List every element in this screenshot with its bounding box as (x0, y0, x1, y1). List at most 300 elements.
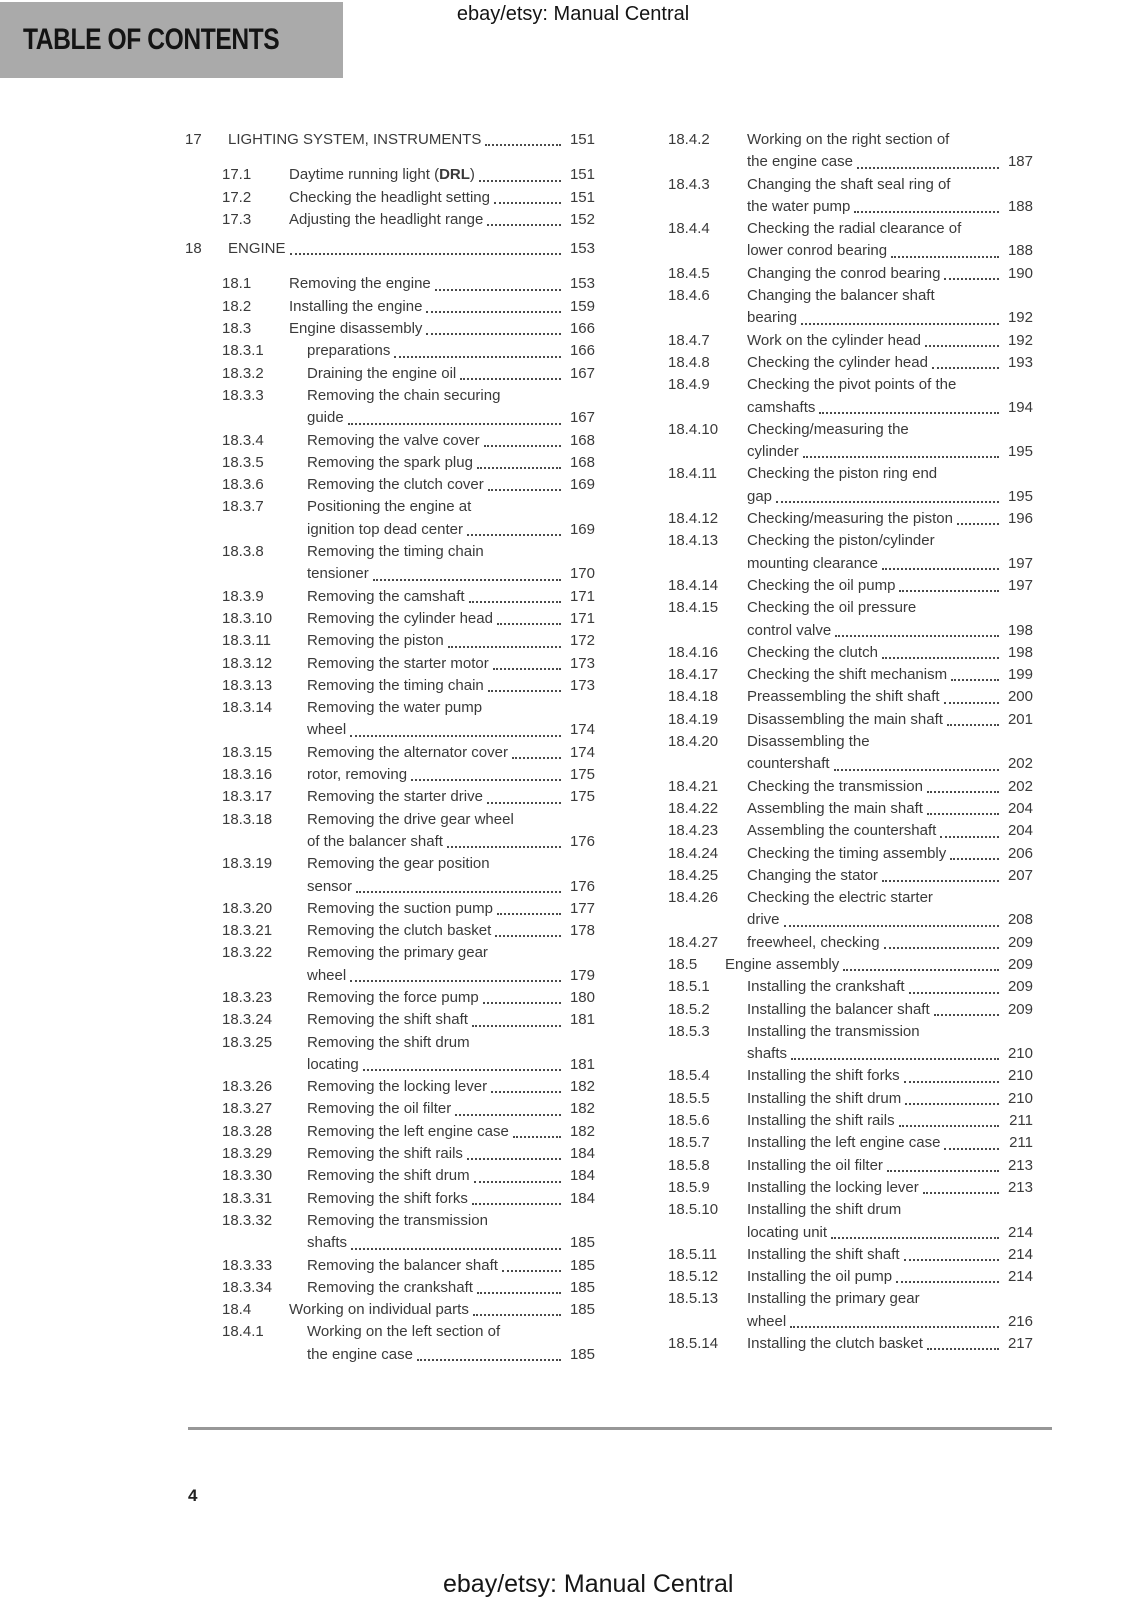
entry-line (747, 240, 1033, 262)
dot-leader (512, 757, 561, 759)
toc-entry (185, 1009, 595, 1031)
entry-line (307, 1188, 595, 1210)
entry-body (747, 999, 1033, 1021)
entry-line (307, 630, 595, 652)
dot-leader (394, 356, 561, 358)
entry-number: 18.4.26 (668, 889, 719, 907)
entry-line (747, 1199, 1033, 1221)
toc-entry (185, 920, 595, 942)
entry-page: 185 (569, 1256, 595, 1274)
entry-number: 18.3.5 (222, 453, 264, 471)
entry-number: 18.5.9 (668, 1178, 710, 1196)
entry-title: preparations (307, 342, 391, 360)
entry-page: 201 (1007, 710, 1033, 728)
toc-entry (653, 129, 1033, 174)
entry-page: 182 (569, 1122, 595, 1140)
dot-leader (356, 891, 561, 893)
entry-body (307, 809, 595, 854)
entry-line (747, 553, 1033, 575)
entry-line (307, 1344, 595, 1366)
dot-leader (927, 1348, 999, 1350)
entry-body (747, 843, 1033, 865)
entry-body (747, 776, 1033, 798)
entry-number: 18.4.21 (668, 777, 719, 795)
entry-line (747, 1110, 1033, 1132)
entry-line (747, 620, 1033, 642)
toc-entry (185, 340, 595, 362)
entry-line (307, 452, 595, 474)
entry-line (289, 209, 595, 231)
entry-body (289, 296, 595, 318)
entry-number: 18.3.4 (222, 431, 264, 449)
dot-leader (487, 224, 561, 226)
entry-body (307, 1321, 595, 1366)
toc-entry (185, 1076, 595, 1098)
dot-leader (448, 646, 561, 648)
entry-page: 200 (1007, 688, 1033, 706)
entry-body (747, 1132, 1033, 1154)
entry-number: 18.4.8 (668, 353, 710, 371)
entry-number: 18.3.32 (222, 1211, 273, 1229)
entry-title: Installing the shift rails (747, 1112, 895, 1130)
toc-entry (185, 630, 595, 652)
entry-page: 211 (1009, 1112, 1033, 1130)
entry-page: 152 (569, 210, 595, 228)
watermark-top: ebay/etsy: Manual Central (456, 3, 690, 25)
entry-page: 197 (1007, 554, 1033, 572)
toc-entry (185, 363, 595, 385)
entry-line (307, 430, 595, 452)
toc-entry (653, 1065, 1033, 1087)
entry-page: 184 (569, 1167, 595, 1185)
entry-line (307, 1232, 595, 1254)
entry-title: the water pump (747, 197, 851, 215)
entry-page: 214 (1007, 1223, 1033, 1241)
entry-line (747, 776, 1033, 798)
toc-entry (653, 330, 1033, 352)
entry-title: shafts (307, 1234, 348, 1252)
toc-entry (185, 742, 595, 764)
entry-page: 193 (1007, 353, 1033, 371)
dot-leader (904, 1081, 999, 1083)
entry-title: mounting clearance (747, 554, 878, 572)
entry-line (747, 575, 1033, 597)
entry-title: countershaft (747, 755, 830, 773)
entry-title: Removing the shift rails (307, 1145, 463, 1163)
entry-line (289, 1299, 595, 1321)
entry-line (747, 352, 1033, 374)
entry-body (747, 419, 1033, 464)
entry-page: 180 (569, 988, 595, 1006)
entry-line (307, 340, 595, 362)
toc-entry (653, 463, 1033, 508)
entry-number: 17.1 (222, 166, 252, 184)
toc-entry (653, 798, 1033, 820)
entry-title: Removing the force pump (307, 988, 479, 1006)
entry-title: Removing the engine (289, 275, 431, 293)
dot-leader (467, 534, 561, 536)
entry-page: 209 (1007, 933, 1033, 951)
toc-entry (653, 776, 1033, 798)
entry-line (747, 1043, 1033, 1065)
entry-body (289, 318, 595, 340)
entry-line (747, 307, 1033, 329)
toc-column-left (185, 129, 595, 1366)
dot-leader (909, 992, 999, 994)
entry-title: Engine assembly (725, 955, 840, 973)
entry-body (747, 597, 1033, 642)
entry-number: 18.4.27 (668, 933, 719, 951)
entry-line (747, 1266, 1033, 1288)
entry-line (307, 519, 595, 541)
dot-leader (854, 211, 999, 213)
entry-line (307, 1321, 595, 1343)
entry-number: 18.4.16 (668, 643, 719, 661)
dot-leader (483, 1002, 561, 1004)
entry-page: 202 (1007, 777, 1033, 795)
watermark-bottom: ebay/etsy: Manual Central (443, 1570, 734, 1598)
entry-page: 182 (569, 1100, 595, 1118)
entry-page: 177 (569, 899, 595, 917)
entry-number: 18.5.2 (668, 1000, 710, 1018)
entry-page: 198 (1007, 621, 1033, 639)
toc-entry (653, 1132, 1033, 1154)
dot-leader (477, 1292, 561, 1294)
entry-title: Removing the shift drum (307, 1033, 470, 1051)
dot-leader (884, 947, 999, 949)
toc-entry (653, 263, 1033, 285)
entry-title: Checking the clutch (747, 643, 878, 661)
entry-page: 196 (1007, 510, 1033, 528)
toc-entry (653, 174, 1033, 219)
toc-entry (185, 586, 595, 608)
dot-leader (882, 880, 999, 882)
entry-title: Removing the cylinder head (307, 609, 493, 627)
toc-entry (185, 496, 595, 541)
dot-leader (373, 579, 561, 581)
entry-page: 176 (569, 832, 595, 850)
entry-line (747, 664, 1033, 686)
entry-body (725, 954, 1033, 976)
toc-entry (653, 820, 1033, 842)
entry-number: 18.3.10 (222, 609, 273, 627)
entry-title: Installing the clutch basket (747, 1335, 923, 1353)
entry-line (307, 407, 595, 429)
toc-column-right (653, 129, 1033, 1355)
entry-title: rotor, removing (307, 766, 408, 784)
entry-page: 171 (569, 609, 595, 627)
entry-body (747, 1244, 1033, 1266)
entry-body (747, 798, 1033, 820)
entry-title: Removing the chain securing (307, 386, 501, 404)
entry-number: 18.4.6 (668, 287, 710, 305)
toc-entry (653, 419, 1033, 464)
entry-title: Checking/measuring the piston (747, 510, 953, 528)
entry-title: gap (747, 487, 773, 505)
entry-number: 18.3.29 (222, 1145, 273, 1163)
entry-body (747, 1065, 1033, 1087)
entry-page: 176 (569, 877, 595, 895)
entry-line (747, 1311, 1033, 1333)
toc-entry (653, 1288, 1033, 1333)
dot-leader (887, 1170, 999, 1172)
dot-leader (950, 858, 999, 860)
dot-leader (819, 412, 999, 414)
entry-title: Engine disassembly (289, 320, 423, 338)
dot-leader (488, 489, 561, 491)
entry-body (747, 976, 1033, 998)
entry-line (725, 954, 1033, 976)
toc-entry (185, 296, 595, 318)
toc-entry (185, 853, 595, 898)
entry-body (307, 853, 595, 898)
entry-page: 185 (569, 1301, 595, 1319)
entry-title: Checking the radial clearance of (747, 220, 962, 238)
entry-line (307, 496, 595, 518)
entry-title: Installing the transmission (747, 1022, 920, 1040)
toc-entry (653, 999, 1033, 1021)
entry-number: 18.3.9 (222, 587, 264, 605)
dot-leader (494, 202, 561, 204)
entry-line (747, 999, 1033, 1021)
dot-leader (488, 690, 561, 692)
entry-title: Working on individual parts (289, 1301, 469, 1319)
entry-line (307, 653, 595, 675)
toc-header-box (0, 2, 343, 78)
entry-title: Removing the water pump (307, 699, 483, 717)
entry-body (307, 1098, 595, 1120)
toc-entry (185, 942, 595, 987)
entry-line (307, 809, 595, 831)
entry-page: 210 (1007, 1067, 1033, 1085)
entry-title: Installing the shift drum (747, 1089, 902, 1107)
entry-page: 151 (569, 131, 595, 148)
dot-leader (882, 657, 999, 659)
entry-body (747, 352, 1033, 374)
entry-body (307, 1143, 595, 1165)
entry-page: 197 (1007, 576, 1033, 594)
entry-page: 166 (569, 320, 595, 338)
entry-page: 195 (1007, 443, 1033, 461)
entry-page: 213 (1007, 1178, 1033, 1196)
entry-line (747, 330, 1033, 352)
entry-page: 167 (569, 364, 595, 382)
entry-number: 18.3.19 (222, 855, 273, 873)
dot-leader (923, 1192, 999, 1194)
entry-title: Removing the shift drum (307, 1167, 470, 1185)
entry-number: 18.5.13 (668, 1290, 719, 1308)
toc-entry (185, 1255, 595, 1277)
entry-title: Assembling the countershaft (747, 822, 937, 840)
toc-entry (185, 430, 595, 452)
dot-leader (455, 1114, 561, 1116)
entry-body (747, 820, 1033, 842)
dot-leader (951, 679, 999, 681)
dot-leader (899, 1125, 999, 1127)
entry-page: 209 (1007, 1000, 1033, 1018)
entry-title: Preassembling the shift shaft (747, 688, 940, 706)
entry-title: Removing the primary gear (307, 944, 488, 962)
toc-entry (185, 987, 595, 1009)
toc-entry (185, 318, 595, 340)
entry-title: Installing the locking lever (747, 1178, 919, 1196)
dot-leader (925, 345, 999, 347)
entry-page: 184 (569, 1145, 595, 1163)
entry-page: 210 (1007, 1089, 1033, 1107)
entry-line (289, 296, 595, 318)
entry-number: 18.5.10 (668, 1201, 719, 1219)
entry-title: locating (307, 1055, 359, 1073)
toc-entry (653, 843, 1033, 865)
entry-title: locating unit (747, 1223, 828, 1241)
dot-leader (472, 1203, 561, 1205)
entry-line (747, 196, 1033, 218)
toc-entry (185, 898, 595, 920)
toc-entry (185, 1299, 595, 1321)
entry-page: 169 (569, 520, 595, 538)
entry-number: 18.3.6 (222, 476, 264, 494)
entry-body (307, 764, 595, 786)
entry-body (747, 686, 1033, 708)
entry-number: 18 (185, 240, 202, 258)
entry-body (747, 463, 1033, 508)
dot-leader (831, 1237, 999, 1239)
entry-body (307, 385, 595, 430)
dot-leader (426, 333, 561, 335)
toc-entry (185, 653, 595, 675)
dot-leader (411, 779, 561, 781)
entry-title: Working on the left section of (307, 1323, 501, 1341)
dot-leader (495, 935, 561, 937)
entry-page: 194 (1007, 398, 1033, 416)
toc-entry (653, 530, 1033, 575)
entry-title: Adjusting the headlight range (289, 210, 484, 228)
entry-page: 153 (569, 275, 595, 293)
entry-number: 18.3.28 (222, 1122, 273, 1140)
toc-entry (653, 1088, 1033, 1110)
toc-entry (653, 1266, 1033, 1288)
entry-title: camshafts (747, 398, 816, 416)
dot-leader (491, 1091, 561, 1093)
entry-line (307, 586, 595, 608)
entry-number: 18.5.4 (668, 1067, 710, 1085)
entry-line (307, 898, 595, 920)
page-number: 4 (188, 1486, 198, 1505)
entry-page: 209 (1007, 955, 1033, 973)
entry-number: 18.3.34 (222, 1278, 273, 1296)
entry-body (747, 642, 1033, 664)
toc-entry (653, 1244, 1033, 1266)
entry-title: bearing (747, 309, 798, 327)
entry-title: Removing the timing chain (307, 543, 484, 561)
dot-leader (927, 813, 999, 815)
entry-number: 18.3.20 (222, 899, 273, 917)
entry-number: 18.4.12 (668, 510, 719, 528)
entry-body (307, 630, 595, 652)
toc-entry (653, 1199, 1033, 1244)
dot-leader (857, 167, 999, 169)
toc-entry (185, 273, 595, 295)
dot-leader (497, 623, 561, 625)
toc-entry (185, 1277, 595, 1299)
dot-leader (460, 378, 561, 380)
entry-line (307, 1009, 595, 1031)
entry-line (747, 486, 1033, 508)
dot-leader (835, 635, 999, 637)
toc-entry (185, 1032, 595, 1077)
entry-title: Changing the shaft seal ring of (747, 175, 951, 193)
dot-leader (834, 769, 999, 771)
entry-line (307, 742, 595, 764)
entry-page: 174 (569, 721, 595, 739)
entry-number: 18.4.11 (668, 465, 717, 483)
toc-entry (653, 1110, 1033, 1132)
dot-leader (479, 180, 561, 182)
dot-leader (290, 253, 561, 255)
entry-number: 18.4.23 (668, 822, 719, 840)
entry-title: Removing the shift forks (307, 1189, 468, 1207)
entry-title-bold: DRL (439, 166, 470, 184)
entry-number: 18.4.20 (668, 733, 719, 751)
entry-body (307, 430, 595, 452)
entry-body (307, 363, 595, 385)
entry-number: 18.1 (222, 275, 252, 293)
entry-page: 166 (569, 342, 595, 360)
toc-entry (185, 697, 595, 742)
dot-leader (776, 501, 999, 503)
entry-body (747, 1199, 1033, 1244)
dot-leader (477, 467, 561, 469)
entry-number: 18.3.16 (222, 766, 273, 784)
dot-leader (932, 367, 999, 369)
dot-leader (473, 1314, 561, 1316)
entry-body (747, 1110, 1033, 1132)
entry-page: 173 (569, 676, 595, 694)
entry-body (747, 374, 1033, 419)
toc-entry (185, 1321, 595, 1366)
entry-body (747, 664, 1033, 686)
entry-title: Daytime running light (DRL) (289, 166, 475, 184)
entry-title: Checking the pivot points of the (747, 376, 957, 394)
entry-title: the engine case (747, 153, 853, 171)
entry-page: 175 (569, 766, 595, 784)
entry-line (307, 965, 595, 987)
entry-line (307, 385, 595, 407)
dot-leader (791, 1058, 999, 1060)
entry-line (747, 285, 1033, 307)
entry-number: 18.3.21 (222, 922, 273, 940)
entry-line (747, 463, 1033, 485)
entry-title: Installing the engine (289, 297, 423, 315)
entry-number: 18.5.11 (668, 1245, 717, 1263)
entry-line (747, 753, 1033, 775)
entry-title: Positioning the engine at (307, 498, 472, 516)
entry-body (747, 218, 1033, 263)
entry-page: 217 (1007, 1335, 1033, 1353)
entry-body (289, 1299, 595, 1321)
entry-line (228, 129, 595, 151)
entry-title: Removing the alternator cover (307, 743, 508, 761)
entry-line (747, 820, 1033, 842)
entry-number: 18.4.5 (668, 264, 710, 282)
dot-leader (899, 590, 999, 592)
entry-page: 159 (569, 297, 595, 315)
entry-page: 185 (569, 1278, 595, 1296)
entry-line (747, 1222, 1033, 1244)
entry-body (307, 541, 595, 586)
entry-number: 18.3.8 (222, 543, 264, 561)
entry-title: Installing the crankshaft (747, 978, 905, 996)
